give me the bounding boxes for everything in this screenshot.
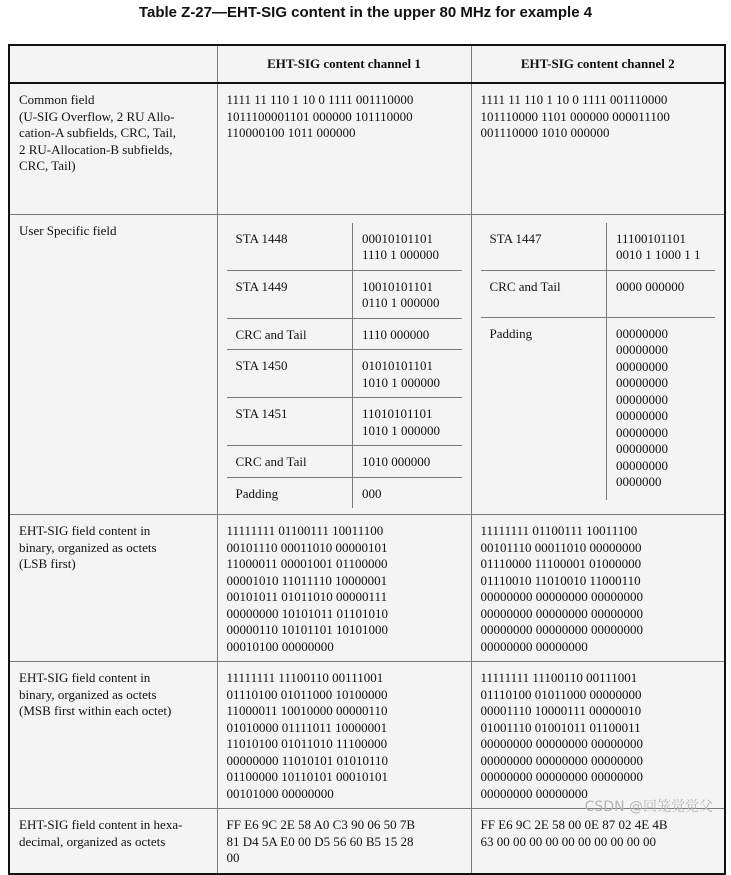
header-channel-1: EHT-SIG content channel 1 xyxy=(217,45,471,83)
table-row xyxy=(227,318,462,350)
table-row xyxy=(227,223,462,271)
header-channel-2: EHT-SIG content channel 2 xyxy=(471,45,725,83)
common-field-label: Common field (U-SIG Overflow, 2 RU Allo- cation-A subfields, CRC, Tail, 2 RU-Allocation-B subfields, CRC, Tail) xyxy=(9,83,217,214)
binary-lsb-label: EHT-SIG field content in binary, organized as octets (LSB first) xyxy=(9,515,217,662)
user-ch1-value: 00010101101 1110 1 000000 xyxy=(353,223,462,271)
binary-msb-label: EHT-SIG field content in binary, organized as octets (MSB first within each octet) xyxy=(9,662,217,809)
binary-msb-ch1: 11111111 11100110 00111001 01110100 01011000 10100000 11000011 10010000 00000110 01010000 01111011 10000001 11010100 01011010 11100000 00000000 11010101 01010110 01100000 10110101 00010101 00101000 00000000 xyxy=(217,662,471,809)
row-hex xyxy=(9,809,725,874)
common-field-ch2: 1111 11 110 1 10 0 1111 001110000 101110000 1101 000000 000011100 001110000 1010 000000 xyxy=(471,83,725,214)
user-ch1-name: CRC and Tail xyxy=(227,318,353,350)
table-row xyxy=(227,477,462,508)
user-ch1-name: CRC and Tail xyxy=(227,446,353,478)
user-ch1-value: 1010 000000 xyxy=(353,446,462,478)
user-field-label: User Specific field xyxy=(9,214,217,515)
user-ch2-name: CRC and Tail xyxy=(481,270,607,317)
table-row xyxy=(227,446,462,478)
user-field-ch2 xyxy=(471,214,725,515)
user-ch1-name: STA 1448 xyxy=(227,223,353,271)
user-ch1-value: 1110 000000 xyxy=(353,318,462,350)
user-ch2-value: 00000000 00000000 00000000 00000000 00000000 00000000 00000000 00000000 00000000 0000000 xyxy=(607,317,716,500)
header-empty xyxy=(9,45,217,83)
binary-lsb-ch2: 11111111 01100111 10011100 00101110 00011010 00000000 01110000 11100001 01000000 01110010 11010010 11000110 00000000 00000000 00000000 00000000 00000000 00000000 00000000 00000000 00000000 00000000 00000000 xyxy=(471,515,725,662)
hex-label: EHT-SIG field content in hexa- decimal, organized as octets xyxy=(9,809,217,874)
row-binary-lsb xyxy=(9,515,725,662)
header-row xyxy=(9,45,725,83)
row-user-specific-field xyxy=(9,214,725,515)
hex-ch1: FF E6 9C 2E 58 A0 C3 90 06 50 7B 81 D4 5A E0 00 D5 56 60 B5 15 28 00 xyxy=(217,809,471,874)
table-row xyxy=(481,223,716,271)
user-field-ch1-table xyxy=(227,223,462,509)
hex-ch2: FF E6 9C 2E 58 00 0E 87 02 4E 4B 63 00 00 00 00 00 00 00 00 00 00 xyxy=(471,809,725,874)
user-ch1-name: Padding xyxy=(227,477,353,508)
user-ch2-value: 0000 000000 xyxy=(607,270,716,317)
binary-lsb-ch1: 11111111 01100111 10011100 00101110 00011010 00000101 11000011 00001001 01100000 00001010 11011110 10000001 00101011 01011010 00000111 00000000 10101011 01101010 00000110 10101101 10101000 00010100 00000000 xyxy=(217,515,471,662)
row-binary-msb xyxy=(9,662,725,809)
user-ch2-name: Padding xyxy=(481,317,607,500)
user-ch1-name: STA 1451 xyxy=(227,398,353,446)
user-ch1-value: 000 xyxy=(353,477,462,508)
table-row xyxy=(227,398,462,446)
user-ch1-name: STA 1450 xyxy=(227,350,353,398)
table-row xyxy=(227,270,462,318)
eht-sig-content-table xyxy=(8,44,726,875)
table-caption: Table Z-27—EHT-SIG content in the upper 80 MHz for example 4 xyxy=(138,4,593,21)
table-row xyxy=(481,270,716,317)
common-field-ch1: 1111 11 110 1 10 0 1111 001110000 1011100001101 000000 101110000 110000100 1011 000000 xyxy=(217,83,471,214)
user-field-ch2-table xyxy=(481,223,716,501)
user-ch1-value: 10010101101 0110 1 000000 xyxy=(353,270,462,318)
user-field-ch1 xyxy=(217,214,471,515)
table-row xyxy=(481,317,716,500)
binary-msb-ch2: 11111111 11100110 00111001 01110100 01011000 00000000 00001110 10000111 00000010 01001110 01001011 01100011 00000000 00000000 00000000 00000000 00000000 00000000 00000000 00000000 00000000 00000000 00000000 xyxy=(471,662,725,809)
user-ch1-name: STA 1449 xyxy=(227,270,353,318)
user-ch2-value: 11100101101 0010 1 1000 1 1 xyxy=(607,223,716,271)
watermark: CSDN @回笼觉觉父 xyxy=(584,799,713,815)
user-ch1-value: 01010101101 1010 1 000000 xyxy=(353,350,462,398)
row-common-field xyxy=(9,83,725,214)
user-ch1-value: 11010101101 1010 1 000000 xyxy=(353,398,462,446)
user-ch2-name: STA 1447 xyxy=(481,223,607,271)
table-row xyxy=(227,350,462,398)
